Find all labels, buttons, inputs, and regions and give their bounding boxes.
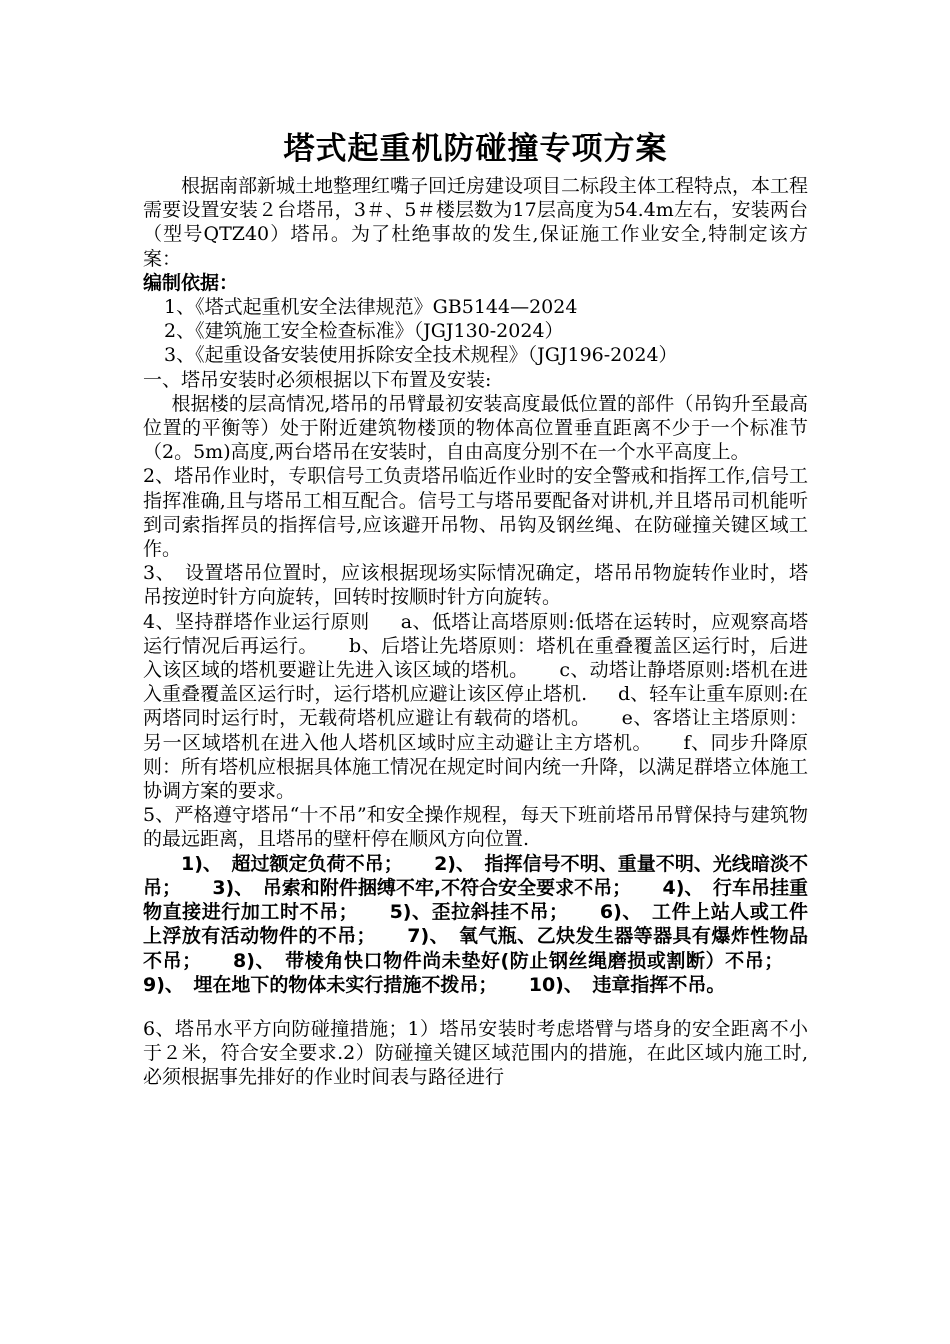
rule-7: 7)、 氧气瓶、乙炔发生器等器具有爆炸性物品不吊； (143, 925, 808, 972)
basis-item: 1、《塔式起重机安全法律规范》GB5144—2024 (164, 296, 578, 319)
section1-heading: 一、塔吊安装时必须根据以下布置及安装: (143, 368, 492, 391)
item-4-heading: 4、坚持群塔作业运行原则 (143, 610, 370, 633)
rule-6: 6)、 工件上站人或工件上浮放有活动物件的不吊； (143, 901, 808, 948)
basis-heading: 编制依据： (143, 271, 239, 294)
item-4-rule-a: a、低塔让高塔原则:低塔在运转时，应观察高塔运行情况后再运行。 (143, 610, 808, 657)
rule-9: 9)、 埋在地下的物体未实行措施不拨吊； (143, 973, 498, 996)
rule-4: 4)、 行车吊挂重物直接进行加工时不吊； (143, 876, 808, 924)
item-4-paragraph (143, 610, 808, 804)
item-3-paragraph: 3、 设置塔吊位置时，应该根据现场实际情况确定，塔吊吊物旋转作业时，塔吊按逆时针方向旋转，回转时按顺时针方向旋转。 (143, 562, 808, 609)
rule-5: 5)、歪拉斜挂不吊； (389, 901, 569, 924)
paragraph-spacer (143, 997, 808, 1017)
rule-10: 10)、 违章指挥不吊。 (528, 973, 726, 996)
rule-8: 8)、 带棱角快口物件尚未垫好(防止钢丝绳磨损或割断）不吊； (233, 949, 784, 972)
basis-item: 2、《建筑施工安全检查标准》（JGJ130-2024） (164, 320, 564, 343)
rule-2: 2)、 指挥信号不明、重量不明、光线暗淡不吊； (143, 852, 809, 899)
ten-rules-paragraph (143, 852, 808, 997)
basis-item: 3、《起重设备安装使用拆除安全技术规程》（JGJ196-2024） (164, 344, 678, 367)
item-4-rule-e: e、客塔让主塔原则：另一区域塔机在进入他人塔机区域时应主动避让主方塔机。 (143, 707, 808, 754)
rule-3: 3)、 吊索和附件捆缚不牢,不符合安全要求不吊； (212, 876, 632, 899)
section1-body: 根据楼的层高情况,塔吊的吊臂最初安装高度最低位置的部件（吊钩升至最高位置的平衡等）处于附近建筑物楼顶的物体高位置垂直距离不少于一个标准节（2。5m)高度,两台塔吊在安装时，自由高度分别不在一个水平高度上。 (143, 392, 808, 464)
item-4-rule-c: c、动塔让静塔原则:塔机在进入重叠覆盖区运行时，运行塔机应避让该区停止塔机. (143, 659, 808, 706)
item-4-rule-b: b、后塔让先塔原则：塔机在重叠覆盖区运行时，后进入该区域的塔机要避让先进入该区域的塔机。 (143, 634, 808, 682)
item-2-paragraph: 2、塔吊作业时，专职信号工负责塔吊临近作业时的安全警戒和指挥工作,信号工指挥准确,且与塔吊工相互配合。信号工与塔吊要配备对讲机,并且塔吊司机能听到司索指挥员的指挥信号,应该避开吊物、吊钩及钢丝绳、在防碰撞关键区域工作。 (143, 465, 808, 561)
item-5-paragraph: 5、严格遵守塔吊“十不吊”和安全操作规程，每天下班前塔吊吊臂保持与建筑物的最远距离，且塔吊的壁杆停在顺风方向位置. (143, 804, 808, 851)
item-4-rule-d: d、轻车让重车原则:在两塔同时运行时，无载荷塔机应避让有载荷的塔机。 (143, 683, 808, 730)
document-page (143, 128, 808, 1090)
item-4-rule-f: f、同步升降原则：所有塔机应根据具体施工情况在规定时间内统一升降，以满足群塔立体施工协调方案的要求。 (143, 731, 809, 803)
item-6-paragraph: 6、塔吊水平方向防碰撞措施；1）塔吊安装时考虑塔臂与塔身的安全距离不小于２米，符合安全要求.2）防碰撞关键区域范围内的措施，在此区域内施工时,必须根据事先排好的作业时间表与路径进行 (143, 1017, 808, 1089)
rule-1: 1)、 超过额定负荷不吊； (181, 852, 403, 875)
document-title: 塔式起重机防碰撞专项方案 (283, 131, 668, 167)
intro-paragraph: 根据南部新城土地整理红嘴子回迁房建设项目二标段主体工程特点，本工程需要设置安装２台塔吊，3＃、5＃楼层数为17层高度为54.4m左右，安装两台（型号QTZ40）塔吊。为了杜绝事故的发生,保证施工作业安全,特制定该方案： (143, 175, 809, 270)
